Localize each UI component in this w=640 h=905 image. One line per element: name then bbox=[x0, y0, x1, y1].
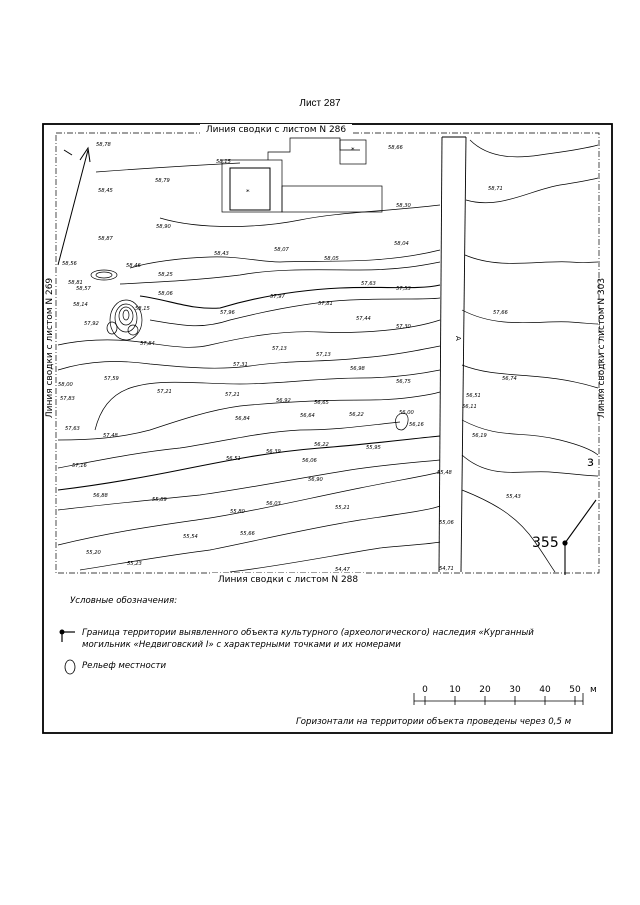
elevation-label: 58,43 bbox=[214, 251, 229, 257]
boundary-point-icon bbox=[60, 630, 65, 635]
elevation-label: 57,81 bbox=[318, 301, 333, 307]
edge-label-left: Линия сводки с листом N 269 bbox=[45, 277, 55, 419]
scale-tick-label: 20 bbox=[479, 685, 491, 695]
elevation-label: 57,31 bbox=[233, 362, 248, 368]
legend-item-boundary bbox=[60, 630, 76, 643]
elevation-label: 55,06 bbox=[439, 520, 454, 526]
elevation-label: 58,66 bbox=[388, 145, 403, 151]
elevation-label: 57,63 bbox=[361, 281, 376, 287]
boundary-line bbox=[565, 500, 596, 575]
elevation-label: 56,75 bbox=[396, 379, 411, 385]
corner-mark: з bbox=[587, 455, 594, 470]
elevation-label: 55,43 bbox=[506, 494, 521, 500]
legend-title: Условные обозначения: bbox=[70, 596, 178, 606]
elevation-label: 56,11 bbox=[462, 404, 477, 410]
boundary-point-label: 355 bbox=[532, 535, 559, 551]
elevation-label: 56,84 bbox=[235, 416, 250, 422]
elevation-label: 55,66 bbox=[240, 531, 255, 537]
sheet-title: Лист 287 bbox=[299, 98, 341, 109]
elevation-label: 57,16 bbox=[72, 463, 87, 469]
building-label: ж bbox=[246, 188, 250, 193]
north-arrow-icon bbox=[58, 148, 90, 265]
elevation-label: 56,16 bbox=[409, 422, 424, 428]
elevation-label: 57,13 bbox=[316, 352, 331, 358]
elevation-label: 57,63 bbox=[65, 426, 80, 432]
elevation-label: 55,89 bbox=[152, 497, 167, 503]
elevation-label: 58,04 bbox=[394, 241, 409, 247]
elevation-label: 56,65 bbox=[314, 400, 329, 406]
elevation-label: 58,57 bbox=[76, 286, 91, 292]
elevation-label: 57,84 bbox=[140, 341, 155, 347]
contour-note: Горизонтали на территории объекта проведены через 0,5 м bbox=[296, 717, 572, 727]
road bbox=[439, 137, 466, 572]
elevation-label: 58,30 bbox=[396, 203, 411, 209]
elevation-label: 58,81 bbox=[68, 280, 83, 286]
elevation-label: 57,96 bbox=[220, 310, 235, 316]
boundary-point-icon bbox=[562, 540, 567, 545]
elevation-label: 57,83 bbox=[60, 396, 75, 402]
elevation-label: 57,66 bbox=[493, 310, 508, 316]
elevation-label: 57,53 bbox=[396, 286, 411, 292]
elevation-label: 58,78 bbox=[96, 142, 111, 148]
elevation-label: 55,23 bbox=[127, 561, 142, 567]
elevation-label: 57,59 bbox=[104, 376, 119, 382]
elevation-label: 56,51 bbox=[226, 456, 241, 462]
elevation-label: 57,21 bbox=[225, 392, 240, 398]
elevation-label: 58,46 bbox=[126, 263, 141, 269]
edge-label-right: Линия сводки с листом N 303 bbox=[597, 277, 607, 419]
elevation-label: 56,22 bbox=[349, 412, 364, 418]
elevation-label: 58,87 bbox=[98, 236, 113, 242]
building-label: ж bbox=[351, 146, 355, 151]
elevation-label: 57,13 bbox=[272, 346, 287, 352]
scale-bar bbox=[414, 693, 583, 705]
elevation-labels bbox=[58, 142, 521, 573]
scale-tick-label: 30 bbox=[509, 685, 521, 695]
legend-item-text: Граница территории выявленного объекта культурного (археологического) наследия «Курганный могильник «Недвиговский I» с характерными точками и их номерами bbox=[82, 628, 534, 650]
elevation-label: 55,54 bbox=[183, 534, 198, 540]
elevation-label: 55,21 bbox=[335, 505, 350, 511]
elevation-label: 56,22 bbox=[314, 442, 329, 448]
elevation-label: 56,03 bbox=[266, 501, 281, 507]
relief-icon bbox=[65, 660, 75, 674]
elevation-label: 58,56 bbox=[62, 261, 77, 267]
elevation-label: 56,06 bbox=[302, 458, 317, 464]
elevation-label: 58,14 bbox=[73, 302, 88, 308]
elevation-label: 56,90 bbox=[308, 477, 323, 483]
scale-tick-label: 50 bbox=[569, 685, 581, 695]
elevation-label: 55,80 bbox=[230, 509, 245, 515]
elevation-label: 55,95 bbox=[366, 445, 381, 451]
elevation-label: 58,15 bbox=[216, 159, 231, 165]
elevation-label: 58,45 bbox=[98, 188, 113, 194]
elevation-label: 58,15 bbox=[135, 306, 150, 312]
edge-label-bottom: Линия сводки с листом N 288 bbox=[217, 575, 359, 585]
elevation-label: 58,25 bbox=[158, 272, 173, 278]
elevation-label: 56,64 bbox=[300, 413, 315, 419]
elevation-label: 57,48 bbox=[103, 433, 118, 439]
elevation-label: 58,71 bbox=[488, 186, 503, 192]
elevation-label: 56,92 bbox=[276, 398, 291, 404]
mound-contours bbox=[91, 270, 142, 340]
elevation-label: 56,00 bbox=[399, 410, 414, 416]
scale-tick-label: 10 bbox=[449, 685, 461, 695]
elevation-label: 57,21 bbox=[157, 389, 172, 395]
scale-unit: м bbox=[590, 685, 597, 695]
edge-label-top: Линия сводки с листом N 286 bbox=[205, 125, 347, 135]
elevation-label: 56,39 bbox=[266, 449, 281, 455]
elevation-label: 56,98 bbox=[350, 366, 365, 372]
elevation-label: 57,30 bbox=[396, 324, 411, 330]
elevation-label: 56,88 bbox=[93, 493, 108, 499]
elevation-label: 58,07 bbox=[274, 247, 289, 253]
elevation-label: 55,20 bbox=[86, 550, 101, 556]
elevation-label: 58,79 bbox=[155, 178, 170, 184]
elevation-label: 56,51 bbox=[466, 393, 481, 399]
scale-tick-label: 40 bbox=[539, 685, 551, 695]
elevation-label: 54,47 bbox=[335, 567, 350, 573]
elevation-label: 55,48 bbox=[437, 470, 452, 476]
elevation-label: 58,06 bbox=[158, 291, 173, 297]
elevation-label: 56,19 bbox=[472, 433, 487, 439]
buildings bbox=[222, 138, 382, 212]
elevation-label: 57,92 bbox=[84, 321, 99, 327]
elevation-label: 56,74 bbox=[502, 376, 517, 382]
elevation-label: 58,05 bbox=[324, 256, 339, 262]
legend-item-text: Рельеф местности bbox=[82, 661, 167, 671]
elevation-label: 58,90 bbox=[156, 224, 171, 230]
road-label: A bbox=[454, 336, 462, 341]
elevation-label: 57,97 bbox=[270, 294, 285, 300]
elevation-label: 58,00 bbox=[58, 382, 73, 388]
elevation-label: 57,44 bbox=[356, 316, 371, 322]
scale-tick-label: 0 bbox=[422, 685, 428, 695]
elevation-label: 54,71 bbox=[439, 566, 454, 572]
